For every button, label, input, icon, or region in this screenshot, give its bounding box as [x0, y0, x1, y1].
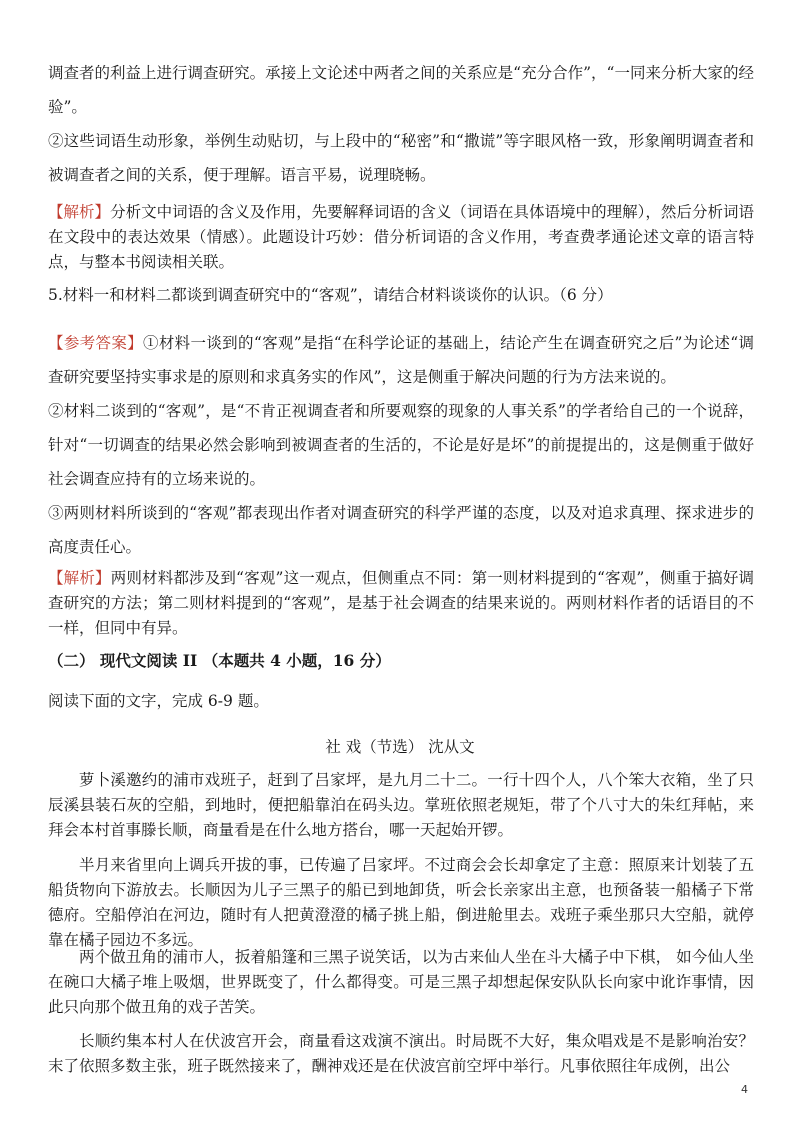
page-number: 4 — [741, 1083, 748, 1096]
analysis-paragraph-5 — [48, 566, 754, 641]
answer-point-2: ②这些词语生动形象，举例生动贴切，与上段中的“秘密”和“撒谎”等字眼风格一致，形象阐明调查者和被调查者之间的关系，便于理解。语言平易，说理晓畅。 — [48, 132, 754, 184]
passage-paragraph-1: 萝卜溪邀约的浦市戏班子，赶到了吕家坪，是九月二十二。一行十四个人，八个笨大衣箱，坐了只辰溪县装石灰的空船，到地时，便把船靠泊在码头边。掌班依照老规矩，带了个八寸大的朱红拜帖，来拜会本村首事滕长顺，商量看是在什么地方搭台，哪一天起始开锣。 — [48, 771, 754, 839]
reference-answer-point-2: ②材料二谈到的“客观”，是“不肯正视调查者和所要观察的现象的人事关系”的学者给自己的一个说辞，针对“一切调查的结果必然会影响到被调查者的生活的，不论是好是坏”的前提提出的，这是侧重于做好社会调查应持有的立场来说的。 — [48, 402, 754, 488]
answer-continuation: 调查者的利益上进行调查研究。承接上文论述中两者之间的关系应是“充分合作”，“一同来分析大家的经验”。 — [48, 64, 754, 116]
analysis-text: 分析文中词语的含义及作用，先要解释词语的含义（词语在具体语境中的理解），然后分析词语在文段中的表达效果（情感）。此题设计巧妙：借分析词语的含义作用，考查费孝通论述文章的语言特点，与整本书阅读相关联。 — [48, 203, 754, 271]
passage-paragraph-4: 长顺约集本村人在伏波宫开会，商量看这戏演不演出。时局既不大好，集众唱戏是不是影响治安？末了依照多数主张，班子既然接来了，酬神戏还是在伏波宫前空坪中举行。凡事依照往年成例，出公 — [48, 1032, 754, 1075]
analysis-label: 【解析】 — [48, 203, 111, 221]
reference-answer-point-3: ③两则材料所谈到的“客观”都表现出作者对调查研究的科学严谨的态度，以及对追求真理、探求进步的高度责任心。 — [48, 504, 754, 556]
section-heading: （二） 现代文阅读 II （本题共 4 小题，16 分） — [48, 651, 391, 670]
reference-answer-paragraph — [48, 326, 754, 394]
reference-answer-label: 【参考答案】 — [48, 334, 144, 352]
passage-paragraph-3: 两个做丑角的浦市人，扳着船篷和三黑子说笑话，以为古来仙人坐在斗大橘子中下棋， 如今仙人坐在碗口大橘子堆上吸烟，世界既变了，什么都得变。可是三黑子却想起保安队队长向家中讹诈事情，因此只向那个做丑角的戏子苦笑。 — [48, 948, 754, 1016]
analysis-text-5: 两则材料都涉及到“客观”这一观点，但侧重点不同：第一则材料提到的“客观”，侧重于搞好调查研究的方法；第二则材料提到的“客观”，是基于社会调查的结果来说的。两则材料作者的话语目的不一样，但同中有异。 — [48, 569, 754, 637]
analysis-label-5: 【解析】 — [48, 569, 111, 587]
passage-title: 社 戏（节选） 沈从文 — [325, 738, 475, 756]
passage-paragraph-2: 半月来省里向上调兵开拔的事，已传遍了吕家坪。不过商会会长却拿定了主意：照原来计划装了五船货物向下游放去。长顺因为儿子三黑子的船已到地卸货，听会长亲家出主意，也预备装一船橘子下常德府。空船停泊在河边，随时有人把黄澄澄的橘子挑上船，倒进舱里去。戏班子乘坐那只大空船，就停靠在橘子园边不多远。 — [48, 856, 754, 949]
reading-instruction: 阅读下面的文字，完成 6-9 题。 — [48, 692, 269, 710]
analysis-paragraph — [48, 200, 754, 275]
reference-answer-point-1: ①材料一谈到的“客观”是指“在科学论证的基础上，结论产生在调查研究之后”为论述“调查研究要坚持实事求是的原则和求真务实的作风”，这是侧重于解决问题的行为方法来说的。 — [48, 334, 754, 386]
question-5: 5.材料一和材料二都谈到调查研究中的“客观”，请结合材料谈谈你的认识。（6 分） — [48, 286, 613, 304]
